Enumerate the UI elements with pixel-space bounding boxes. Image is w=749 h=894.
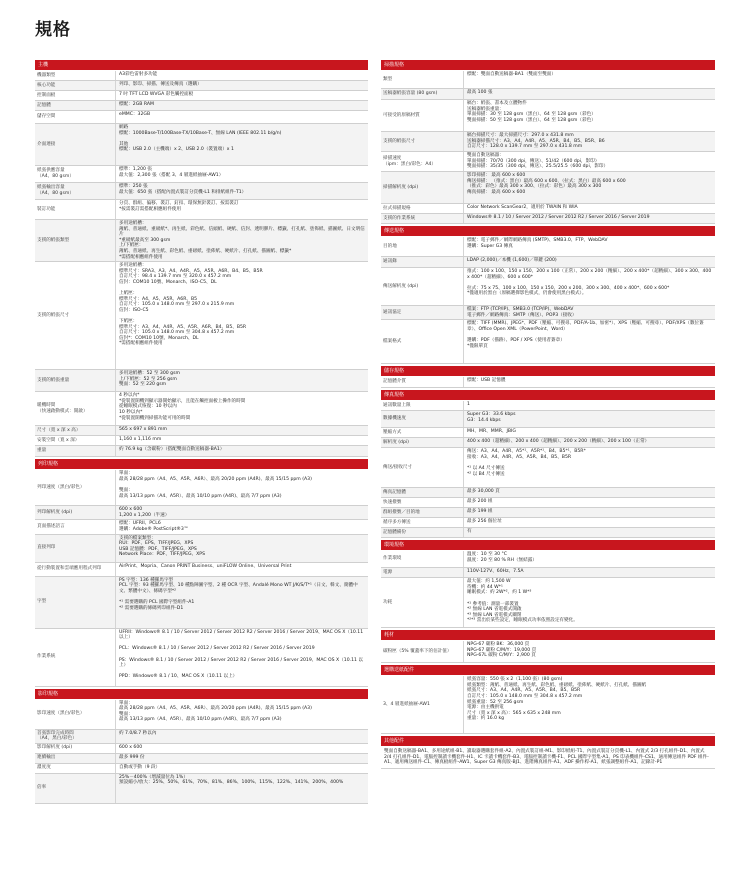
spec-table (381, 676, 715, 734)
spec-value: 最多 30,000 頁 (463, 488, 715, 497)
spec-label: 控制面板 (37, 92, 56, 98)
spec-row (35, 124, 368, 166)
spec-label: 檔案格式 (383, 338, 402, 344)
spec-value: Color Network ScanGear2，適用於 TWAIN 和 WIA (463, 204, 715, 213)
spec-value: 最多 999 份 (115, 754, 368, 763)
spec-label: 安裝空間（寬 x 深） (37, 437, 80, 443)
spec-value: 約 76.9 kg（含碳粉）（搭配雙面自動送稿器-BA1） (115, 446, 368, 456)
spec-label: 頁面描述語言 (37, 524, 65, 530)
spec-value: 單面： 最高 28/28 ppm（A4、A5、A5R、A6R）、最高 20/20 ppm (A4R)、最高 15/15 ppm (A3) 雙面： 最高 13/13 ppm（A4、A5R）、最高 10/10 ppm (A4R)、最高 7/7 ppm (A3) (115, 470, 368, 505)
section-header: 其他配件 (381, 736, 715, 746)
spec-row (35, 629, 368, 687)
spec-value: 600 x 600 1,200 x 1,200（半速） (115, 506, 368, 519)
section-header: 選購送紙配件 (381, 665, 715, 675)
spec-value: 標配：電子郵件／網際網路傳真 (SMTP)、SMB3.0、FTP、WebDAV 選購：Super G3 傳真 (463, 237, 715, 256)
spec-label: 紙張輸出容量 （A4、80 gsm） (35, 183, 115, 199)
spec-value: 影印掃描： 最高 600 x 600 傳送掃描： （推式：黑白）最高 600 x 600、（拉式：黑白）最高 600 x 600 （推式：彩色）最高 300 x 300、（拉式：彩色）最高 300 x 300 傳真掃描： 最高 600 x 600 (463, 172, 715, 203)
spec-label: 支援的作業系統 (381, 214, 463, 223)
spec-row (35, 220, 368, 262)
spec-label: 通訊數量上限 (383, 402, 411, 408)
spec-row (381, 551, 715, 568)
spec-label: 循序多方傳送 (383, 519, 411, 525)
spec-label: 字型 (35, 577, 115, 628)
section-header: 環境規格 (381, 540, 715, 550)
spec-label: 記憶體 (35, 101, 115, 110)
spec-row (35, 700, 368, 730)
spec-label: 濃度度 (37, 765, 51, 771)
spec-value: 最高 100 張 (463, 89, 715, 99)
spec-row (381, 152, 715, 172)
spec-table (381, 401, 715, 538)
section-header: 主機 (35, 60, 368, 70)
spec-row (381, 89, 715, 100)
spec-label: 支援的紙張尺寸 (381, 132, 463, 151)
spec-row (381, 448, 715, 488)
spec-row (35, 426, 368, 436)
spec-table (381, 641, 715, 663)
spec-row (381, 320, 715, 364)
spec-label: 類型 (383, 76, 393, 82)
spec-label: 從行動裝置和雲端應用程式列印 (37, 566, 102, 572)
spec-value: eMMC：32GB (115, 111, 368, 123)
spec-label: 暖機時間 （快速啟動模式：開啟） (37, 403, 88, 414)
spec-value: 標配：UFRII、PCL6 選購：Adobe® PostScript®3™ (115, 520, 368, 533)
spec-row (35, 436, 368, 446)
spec-label: 目的地 (383, 243, 397, 249)
spec-label: 列印速度（黑白/彩色） (37, 484, 85, 490)
spec-label: 尺寸（寬 x 深 x 高） (35, 426, 115, 435)
spec-label: 作業系統 (37, 654, 56, 660)
spec-table (381, 377, 715, 388)
spec-label: 快速撥號 (383, 499, 402, 505)
section-header: 儲存規格 (381, 366, 715, 376)
spec-label: 倍率 (35, 774, 115, 803)
spec-label: 記憶體備份 (381, 528, 463, 537)
spec-row (381, 676, 715, 734)
spec-row (35, 200, 368, 220)
section-header: 影印規格 (35, 689, 368, 699)
spec-row (35, 754, 368, 764)
spec-row (381, 508, 715, 518)
spec-value: 標準：1,200 張 最大值：2,300 張（搭配 3、4 層進紙抽屜-AW1） (115, 166, 368, 182)
spec-label: 掃描速度 （ipm：黑白/彩色：A4） (383, 155, 437, 167)
spec-value: 25%－400%（增減量位為 1%） 預設縮小/放大：25%、50%、61%、70%、81%、86%、100%、115%、122%、141%、200%、400% (115, 774, 368, 803)
spec-label: 支援的紙張尺寸 (37, 312, 70, 318)
spec-label: 通訊錄 (381, 257, 463, 267)
spec-value: 4 秒以內* *從裝置開機到顯示器開始顯示，且能在觸控面板上操作的時間 從睡眠模式恢復：10 秒以內 10 秒以內* *從裝置開機到掃描功能可用的時間 (115, 392, 368, 425)
left-column (35, 58, 368, 804)
spec-row (381, 428, 715, 438)
spec-row (381, 214, 715, 224)
spec-value: AirPrint、Mopria、Canon PRINT Business、uniFLOW Online、Universal Print (115, 563, 368, 576)
spec-value: 紙張容量：550 張 x 2（1,100 張）(80 gsm) 紙張類型：薄紙、普通紙、再生紙、彩色紙、重磅紙、塗佈紙、硬紙片、打孔紙、描圖紙 紙張尺寸：A3、A4、A4R、A5、A5R、B4、B5、B5R 自訂尺寸：105.0 x 148.0 mm 至 304.8 x 457.2 mm 紙張重量：52 至 256 gsm 電源：由主機供電 尺寸（寬 x 深 x 高）：565 x 635 x 248 mm 重量：約 16.0 kg (463, 676, 715, 733)
spec-label: 傳送解析度 (dpi) (383, 283, 419, 289)
spec-label: 紙張供應容量 （A4、80 gsm） (37, 168, 74, 179)
spec-value: 單面： 最高 28/28 ppm（A4、A5、A5R、A6R）、最高 20/20 ppm (A4R)、最高 15/15 ppm (A3) 雙面： 最高 13/13 ppm（A4、A5R）、最高 10/10 ppm (A4R)、最高 7/7 ppm (A3) (115, 700, 368, 729)
spec-row (35, 370, 368, 392)
spec-value: Windows® 8.1 / 10 / Server 2012 / Server 2012 R2 / Server 2016 / Server 2019 (463, 214, 715, 223)
section-note: 雙面自動送稿器-BA1、多用途紙組-B1、讀取器選購套件組-A2、內置式裝訂組-M1、影印紙組-T1、內置式裝訂分頁機-L1、內置式 2/3 打孔組件-D1、內置式 2/4 打孔組件-D1、電腦控制讀卡機套件-H1、IC 卡讀卡機套件-B3、電腦控制讀卡機-F1、PCL 國際字型集-A1、PS 印表機組件-CS1、通用傳送組件 PDF 組件-A1、適用傳送組件-C1、傳真板組件-AW1、Super G3 傳真版-BJ1、進階傳真組件-A1、ADF 操作桿-A1、紙張調整組件-A1、記錄計-P1 (381, 747, 715, 769)
spec-value: 多用途紙槽：52 至 300 gsm 上/下紙匣：52 至 256 gsm 雙面：52 至 220 gsm (115, 370, 368, 391)
spec-value: 稿台：紙張、書本及立體物件 送稿器紙張重量： 單面掃描：30 至 128 gsm（黑白）、64 至 128 gsm（彩色） 雙面掃描：50 至 128 gsm（黑白）、64 至 128 gsm（彩色） (463, 100, 715, 131)
spec-row (381, 518, 715, 528)
spec-value: 檔案：FTP (TCP/IP)、SMB3.0 (TCP/IP)、WebDAV 電子郵件／網路傳真：SMTP（傳送）、POP3（接收） (463, 306, 715, 319)
spec-row (35, 392, 368, 426)
spec-row (35, 101, 368, 111)
spec-label: 直接列印 (35, 535, 115, 562)
spec-row (381, 306, 715, 320)
spec-row (35, 91, 368, 101)
spec-row (35, 71, 368, 81)
spec-row (35, 744, 368, 754)
spec-row (35, 730, 368, 744)
spec-row (381, 578, 715, 628)
section-header: 傳真規格 (381, 390, 715, 400)
spec-value: MH、MR、MMR、JBIG (463, 428, 715, 437)
spec-value: 標配：USB 記憶體 (463, 377, 715, 387)
spec-value: 600 x 600 (115, 744, 368, 753)
spec-row (35, 774, 368, 804)
section-header: 傳送規格 (381, 226, 715, 236)
spec-row (35, 262, 368, 370)
spec-label: 支援的紙張重量 (35, 370, 115, 391)
spec-value: 565 x 697 x 891 mm (115, 426, 368, 435)
spec-value: NPG-67 碳粉 BK：36,000 頁 NPG-67 碳粉 C/M/Y：19,000 頁 NPG-67L 碳粉 C/M/Y：2,900 頁 (463, 641, 715, 662)
spec-label: 3、4 層進紙抽屜-AW1 (383, 701, 430, 707)
spec-value: 最多 199 組 (463, 508, 715, 517)
spec-value: 網路 標配：1000Base-T/100Base-TX/10Base-T、無線 LAN (IEEE 802.11 b/g/n) 其他 標配：USB 2.0（主機端）x 2、USB 2.0（裝置端）x 1 (115, 124, 368, 165)
spec-label: 碳粉匣（5% 覆蓋率下的估計值） (383, 648, 452, 654)
spec-table (381, 237, 715, 364)
spec-row (35, 81, 368, 91)
spec-row (381, 237, 715, 257)
spec-row (381, 401, 715, 411)
spec-row (35, 506, 368, 520)
spec-value: 標準：250 張 最大值：650 張（搭配內置式裝訂分頁機-L1 和排紙組件-T1） (115, 183, 368, 199)
spec-label: 儲存空間 (37, 114, 56, 120)
spec-row (381, 132, 715, 152)
spec-value: 稿台掃描尺寸：最大掃描尺寸：297.0 x 431.8 mm 送稿器掃描尺寸：A3、A4、A4R、A5、A5R、B4、B5、B5R、B6 自訂尺寸：128.0 x 139.7 mm 至 297.0 x 431.8 mm (463, 132, 715, 151)
spec-row (35, 183, 368, 200)
spec-label: 數據機速度 (381, 411, 463, 427)
spec-label: 記憶體介質 (383, 379, 406, 385)
spec-label: 壓縮方式 (383, 429, 402, 435)
spec-row (35, 764, 368, 774)
spec-label: 送稿器紙張容量 (80 gsm) (381, 89, 463, 99)
spec-label: 介面連接 (35, 124, 115, 165)
spec-row (35, 111, 368, 124)
spec-row (381, 498, 715, 508)
right-column (381, 58, 715, 769)
spec-value: 多用途紙槽： 標準尺寸：SRA3、A3、A4、A4R、A5、A5R、A6R、B4、B5、B5R 自訂尺寸：98.4 x 139.7 mm 至 320.0 x 457.2 mm 信封：COM10 10號、Monarch、ISO-C5、DL 上紙匣： 標準尺寸：A4、A5、A5R、A6R、B5 自訂尺寸：105.0 x 148.0 mm 至 297.0 x 215.9 mm 信封：ISO-C5 下紙匣： 標準尺寸：A3、A4、A4R、A5、A5R、A6R、B4、B5、B5R 自訂尺寸：105.0 x 148.0 mm 至 304.8 x 457.2 mm 信封*：COM10 10號、Monarch、DL *需搭配相應組件使用 (115, 262, 368, 369)
spec-value: 標配：雙面自動送稿器-BA1（雙面至雙面） (463, 71, 715, 88)
spec-row (381, 568, 715, 578)
spec-value: 雙面自動送稿器： 單面掃描：70/70（300 dpi，傳送）、51/42（600 dpi，影印） 雙面掃描：35/35（300 dpi，傳送）、25.5/25.5（600 dpi，影印） (463, 152, 715, 171)
spec-value: 有 (463, 528, 715, 537)
spec-row (35, 166, 368, 183)
spec-value: 1,160 x 1,116 mm (115, 436, 368, 445)
spec-row (381, 204, 715, 214)
spec-table (381, 71, 715, 224)
spec-value: 110V-127V、60Hz、7.5A (463, 568, 715, 577)
spec-row (381, 71, 715, 89)
spec-row (381, 172, 715, 204)
section-header: 列印規格 (35, 459, 368, 469)
spec-row (35, 577, 368, 629)
spec-value: 列印、影印、掃描、傳送及傳真（選購） (115, 81, 368, 90)
spec-row (381, 377, 715, 388)
spec-value: 最多 200 組 (463, 498, 715, 507)
spec-label: 傳送/接收尺寸 (383, 464, 413, 470)
spec-table (381, 551, 715, 628)
spec-label: 掃描解析度 (dpi) (381, 172, 463, 203)
spec-value: 最大值：約 1,500 W 待機：約 44 W*¹ 睡眠模式：約 2W*²、約 1 W*³ *¹ 參考值：測量一部裝置 *² 無線 LAN 省電模式開啟 *³ 無線 LAN 省電模式關閉 *²*³ 當出於某些設定，睡眠模式功率依照設定有變化。 (463, 578, 715, 627)
spec-value: 標配：2GB RAM (115, 101, 368, 110)
spec-row (35, 470, 368, 506)
spec-label: 群組撥號／目的地 (381, 508, 463, 517)
spec-label: 影印速度（黑白/彩色） (37, 711, 85, 717)
spec-value: 400 x 400（超精細）、200 x 400（超精細）、200 x 200（精細）、200 x 100（正常） (463, 438, 715, 447)
spec-label: 通訊協定 (381, 306, 463, 319)
spec-table (35, 470, 368, 686)
spec-row (35, 535, 368, 563)
spec-table (35, 700, 368, 804)
spec-label: 首張影印完成時間 （A4，黑白/彩色） (35, 730, 115, 743)
spec-label: 連續輸出 (35, 754, 115, 763)
spec-value: A3彩色雷射多功能 (115, 71, 368, 80)
page-title: 規格 (35, 20, 71, 40)
spec-label: 作業環境 (383, 556, 402, 562)
spec-table (35, 71, 368, 457)
spec-label: 核心功能 (35, 81, 115, 90)
section-header: 耗材 (381, 630, 715, 640)
spec-label: 支援的紙張類型 (35, 220, 115, 261)
spec-value: 傳送：A3、A4、A4R、A5*¹、A5R*¹、B4、B5*¹、B5R* 接收：A3、A4、A4R、A5、A5R、B4、B5、B5R *¹ 以 A4 尺寸傳送 *² 以 B4 尺寸傳送 (463, 448, 715, 487)
spec-value: PS 字型：136 種羅馬字型 PCL 字型：93 種羅馬字型、10 種點陣圖字型、2 種 OCR 字型、Andalé Mono WT J/K/S/T*¹（日文、韓文、簡體中文、繁體中文）、條碼字型*² *¹ 需要選購的 PCL 國際字型組件-A1 *² 需要選購的條碼列印組件-D1 (115, 577, 368, 628)
spec-row (381, 257, 715, 268)
spec-value: 自動或手動（9 段） (115, 764, 368, 773)
spec-label: 重量 (35, 446, 115, 456)
spec-row (381, 641, 715, 663)
spec-label: 解析度 (dpi) (381, 438, 463, 447)
spec-label: 拉式掃描規格 (383, 205, 411, 211)
spec-value: 多用途紙槽： 薄紙、普通紙、重磅紙*、再生紙、彩色紙、信頭紙、硬紙、信封、透明膠片、標籤、打孔紙、塗佈紙、描圖紙、日文明信片 *重磅紙最高至 300 gsm 上/下紙匣： 薄紙、普通紙、再生紙、彩色紙、重磅紙、塗佈紙、硬紙片、打孔紙、描圖紙、標籤* *需搭配相應組件使用 (115, 220, 368, 261)
spec-row (381, 411, 715, 428)
spec-value: Super G3：33.6 kbps G3：14.4 kbps (463, 411, 715, 427)
spec-row (35, 446, 368, 457)
spec-value: 約 7.0/8.7 秒以內 (115, 730, 368, 743)
spec-label: 列印解析度 (dpi) (35, 506, 115, 519)
spec-label: 機器類型 (37, 72, 56, 78)
spec-value: 支援的檔案類型： RUI：PDF、EPS、TIFF/JPEG、XPS USB 記憶體：PDF、TIFF/JPEG、XPS Network Place：PDF、TIFF/JPEG、XPS (115, 535, 368, 562)
spec-row (381, 528, 715, 538)
spec-value: LDAP (2,000)／本機 (1,600)／單鍵 (200) (463, 257, 715, 267)
spec-label: 裝訂功能 (37, 206, 56, 212)
spec-row (381, 438, 715, 448)
spec-label: 電源 (381, 568, 463, 577)
spec-value: 7 吋 TFT LCD WVGA 彩色觸控面板 (115, 91, 368, 100)
spec-value: 標配：TIFF (MMR)、JPEG*、PDF（壓縮、可搜尋、PDF/A-1b、加密*）、XPS（壓縮、可搜尋）、PDF/XPS（數位簽章）、Office Open XML（PowerPoint、Word） 選購：PDF（描跡）、PDF / XPS（使用者簽章） *僅限單頁 (463, 320, 715, 363)
spec-label: 功耗 (383, 599, 393, 605)
spec-label: 影印解析度 (dpi) (37, 745, 73, 751)
spec-value: 分頁、群組、偏移、裝訂、釘扣、環保無針裝訂、按需裝訂 *按需裝訂需搭配相應組件使用 (115, 200, 368, 219)
spec-label: 傳真記憶體 (381, 488, 463, 497)
spec-row (381, 488, 715, 498)
spec-row (35, 520, 368, 534)
spec-row (381, 268, 715, 306)
spec-value: 推式：100 x 100、150 x 150、200 x 100（正常）、200 x 200（精細）、200 x 400*（超精細）、300 x 300、400 x 400*（超精細）、600 x 600* 拉式：75 x 75、100 x 100、150 x 150、200 x 200、300 x 300、400 x 400*、600 x 600* *僅適用於黑白（原稿選擇影色模式，仍會使用黑白模式）。 (463, 268, 715, 305)
section-header: 掃描規格 (381, 60, 715, 70)
spec-value: UFRII：Windows® 8.1 / 10 / Server 2012 / Server 2012 R2 / Server 2016 / Server 2019、MAC OS X（10.11 以上） PCL：Windows® 8.1 / 10 / Server 2012 / Server 2012 R2 / Server 2016 / Server 2019 PS：Windows® 8.1 / 10 / Server 2012 / Server 2012 R2 / Server 2016 / Server 2019、MAC OS X（10.11 以上） PPD：Windows® 8.1 / 10、MAC OS X（10.11 以上） (115, 629, 368, 686)
spec-value: 最多 256 個位址 (463, 518, 715, 527)
spec-value: 1 (463, 401, 715, 410)
spec-row (35, 563, 368, 577)
spec-value: 溫度：10 至 30 °C 濕度：20 至 80 % RH（無結露） (463, 551, 715, 567)
spec-label: 可接受的原稿材質 (383, 112, 420, 118)
spec-row (381, 100, 715, 132)
